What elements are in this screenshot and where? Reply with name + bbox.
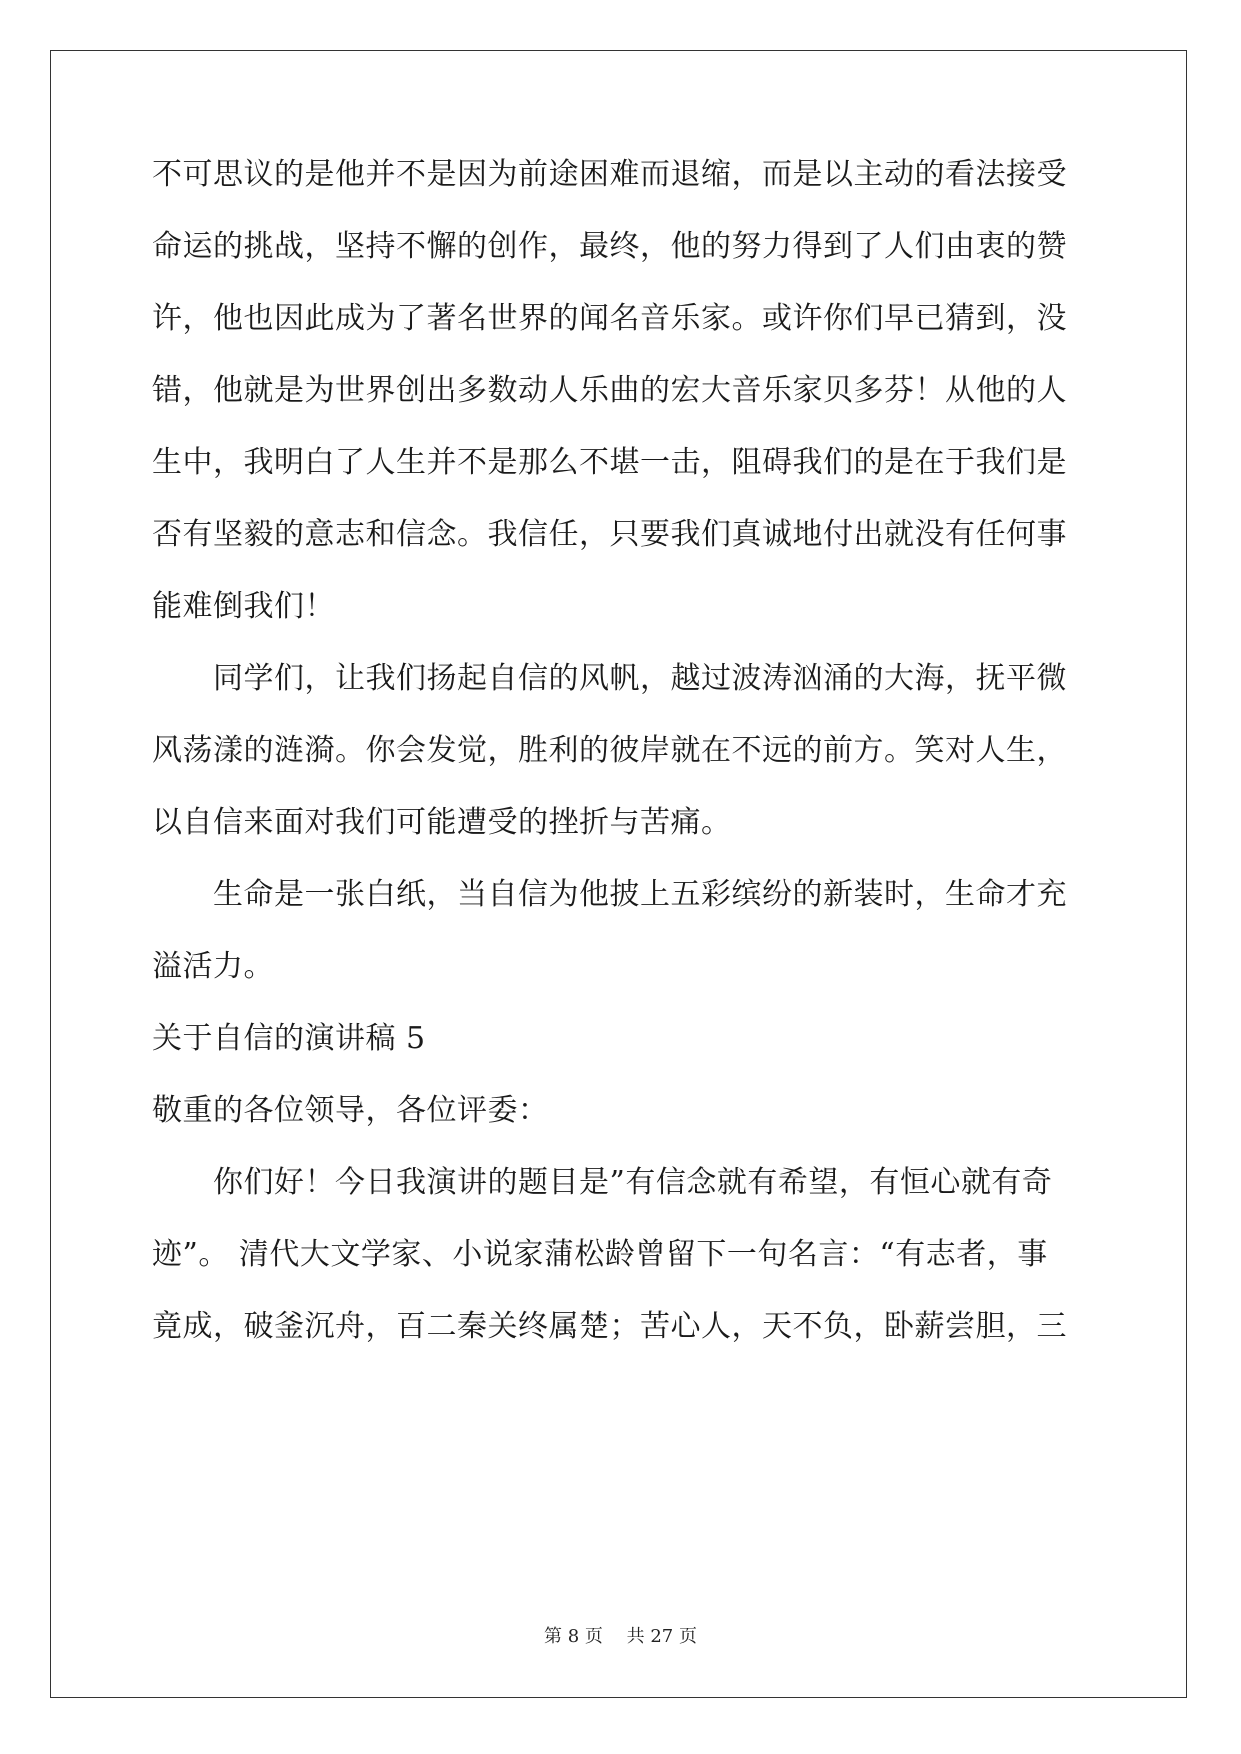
text-line: 竟成，破釜沉舟，百二秦关终属楚；苦心人，天不负，卧薪尝胆，三 — [152, 1309, 1067, 1344]
text-line: 生中，我明白了人生并不是那么不堪一击，阻碍我们的是在于我们是 — [152, 445, 1067, 480]
text-line: 溢活力。 — [152, 949, 274, 984]
text-line: 命运的挑战，坚持不懈的创作，最终，他的努力得到了人们由衷的赞 — [152, 229, 1067, 264]
salutation-line: 敬重的各位领导，各位评委： — [152, 1093, 549, 1128]
paragraph-start-line: 生命是一张白纸，当自信为他披上五彩缤纷的新装时，生命才充 — [152, 877, 1067, 912]
page-number-footer: 第 8 页 共 27 页 — [544, 1626, 697, 1647]
text-line: 风荡漾的涟漪。你会发觉，胜利的彼岸就在不远的前方。笑对人生， — [152, 733, 1067, 768]
text-line: 以自信来面对我们可能遭受的挫折与苦痛。 — [152, 805, 732, 840]
paragraph-start-line: 你们好！今日我演讲的题目是”有信念就有希望，有恒心就有奇 — [152, 1165, 1053, 1200]
page-border — [50, 50, 1187, 1698]
paragraph-start-line: 同学们，让我们扬起自信的风帆，越过波涛汹涌的大海，抚平微 — [152, 661, 1067, 696]
text-line: 能难倒我们！ — [152, 589, 335, 624]
text-line: 错，他就是为世界创出多数动人乐曲的宏大音乐家贝多芬！从他的人 — [152, 373, 1067, 408]
text-line: 许，他也因此成为了著名世界的闻名音乐家。或许你们早已猜到，没 — [152, 301, 1067, 336]
text-line: 迹”。 清代大文学家、小说家蒲松龄曾留下一句名言：“有志者，事 — [152, 1237, 1048, 1272]
text-line: 否有坚毅的意志和信念。我信任，只要我们真诚地付出就没有任何事 — [152, 517, 1067, 552]
text-line: 不可思议的是他并不是因为前途困难而退缩，而是以主动的看法接受 — [152, 157, 1067, 192]
section-heading: 关于自信的演讲稿 5 — [152, 1021, 426, 1056]
